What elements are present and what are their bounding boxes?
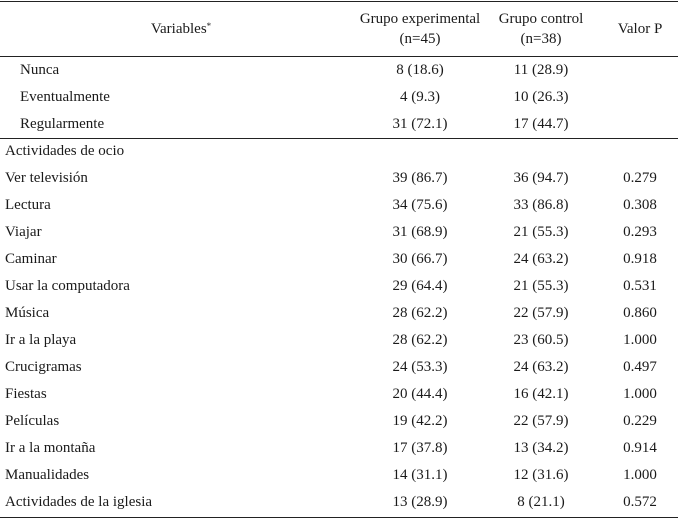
cell-p-value: 0.308 <box>623 197 657 213</box>
cell-control: 16 (42.1) <box>513 386 569 402</box>
cell-experimental: 29 (64.4) <box>392 278 448 294</box>
cell-control: 24 (63.2) <box>513 251 569 267</box>
cell-control: 13 (34.2) <box>513 440 569 456</box>
row-label: Ver televisión <box>5 170 88 186</box>
cell-p-value: 0.497 <box>623 359 657 375</box>
cell-control: 17 (44.7) <box>513 116 569 132</box>
cell-experimental: 14 (31.1) <box>392 467 448 483</box>
header-control-group <box>490 9 592 49</box>
bottom-rule <box>0 517 678 518</box>
table-row <box>0 273 678 300</box>
table-row <box>0 111 678 138</box>
cell-control: 11 (28.9) <box>513 62 569 78</box>
table-row <box>0 192 678 219</box>
cell-p-value: 0.860 <box>623 305 657 321</box>
cell-control: 23 (60.5) <box>513 332 569 348</box>
row-label: Crucigramas <box>5 359 82 375</box>
header-experimental-group <box>345 9 495 49</box>
table-row <box>0 489 678 516</box>
row-label: Nunca <box>20 62 60 78</box>
row-label: Fiestas <box>5 386 47 402</box>
section-rule <box>0 138 678 139</box>
cell-experimental: 20 (44.4) <box>392 386 448 402</box>
table-row <box>0 84 678 111</box>
cell-experimental: 28 (62.2) <box>392 305 448 321</box>
table-row <box>0 246 678 273</box>
header-control-n: (n=38) <box>520 31 562 47</box>
cell-experimental: 13 (28.9) <box>392 494 448 510</box>
section-title: Actividades de ocio <box>5 143 125 159</box>
header-variables-label: Variables <box>150 21 207 37</box>
cell-control: 36 (94.7) <box>513 170 569 186</box>
table-row <box>0 408 678 435</box>
cell-experimental: 31 (72.1) <box>392 116 448 132</box>
row-label: Viajar <box>5 224 42 240</box>
table-row <box>0 300 678 327</box>
cell-p-value: 0.293 <box>623 224 657 240</box>
cell-experimental: 17 (37.8) <box>392 440 448 456</box>
table-row <box>0 435 678 462</box>
header-p-value: Valor P <box>617 21 663 37</box>
header-experimental-n: (n=45) <box>399 31 441 47</box>
row-label: Caminar <box>5 251 57 267</box>
cell-p-value: 0.229 <box>623 413 657 429</box>
row-label: Usar la computadora <box>5 278 130 294</box>
row-label: Ir a la playa <box>5 332 77 348</box>
table-row <box>0 165 678 192</box>
cell-control: 12 (31.6) <box>513 467 569 483</box>
cell-experimental: 30 (66.7) <box>392 251 448 267</box>
cell-p-value: 0.914 <box>623 440 657 456</box>
header-control-title: Grupo control <box>498 11 584 27</box>
cell-p-value: 0.572 <box>623 494 657 510</box>
cell-control: 10 (26.3) <box>513 89 569 105</box>
table-row <box>0 57 678 84</box>
cell-control: 8 (21.1) <box>517 494 565 510</box>
row-label: Música <box>5 305 50 321</box>
table-row <box>0 381 678 408</box>
cell-p-value: 1.000 <box>623 332 657 348</box>
row-label: Películas <box>5 413 60 429</box>
row-label: Eventualmente <box>20 89 110 105</box>
cell-experimental: 34 (75.6) <box>392 197 448 213</box>
table-row <box>0 327 678 354</box>
cell-control: 21 (55.3) <box>513 224 569 240</box>
header-variables <box>0 19 362 39</box>
row-label: Regularmente <box>20 116 105 132</box>
cell-control: 21 (55.3) <box>513 278 569 294</box>
table-header <box>0 1 678 56</box>
header-experimental-title: Grupo experimental <box>359 11 481 27</box>
cell-control: 22 (57.9) <box>513 305 569 321</box>
cell-p-value: 1.000 <box>623 386 657 402</box>
cell-p-value: 1.000 <box>623 467 657 483</box>
cell-experimental: 8 (18.6) <box>396 62 444 78</box>
cell-experimental: 19 (42.2) <box>392 413 448 429</box>
cell-p-value: 0.279 <box>623 170 657 186</box>
section-heading-row <box>0 138 678 165</box>
table-row <box>0 354 678 381</box>
row-label: Manualidades <box>5 467 90 483</box>
cell-control: 22 (57.9) <box>513 413 569 429</box>
cell-experimental: 31 (68.9) <box>392 224 448 240</box>
cell-experimental: 28 (62.2) <box>392 332 448 348</box>
table-row <box>0 219 678 246</box>
row-label: Ir a la montaña <box>5 440 96 456</box>
row-label: Actividades de la iglesia <box>5 494 153 510</box>
row-label: Lectura <box>5 197 51 213</box>
footnote-mark: * <box>206 21 212 31</box>
cell-p-value: 0.918 <box>623 251 657 267</box>
cell-control: 24 (63.2) <box>513 359 569 375</box>
cell-p-value: 0.531 <box>623 278 657 294</box>
cell-experimental: 24 (53.3) <box>392 359 448 375</box>
cell-control: 33 (86.8) <box>513 197 569 213</box>
cell-experimental: 39 (86.7) <box>392 170 448 186</box>
table-row <box>0 462 678 489</box>
cell-experimental: 4 (9.3) <box>400 89 440 105</box>
